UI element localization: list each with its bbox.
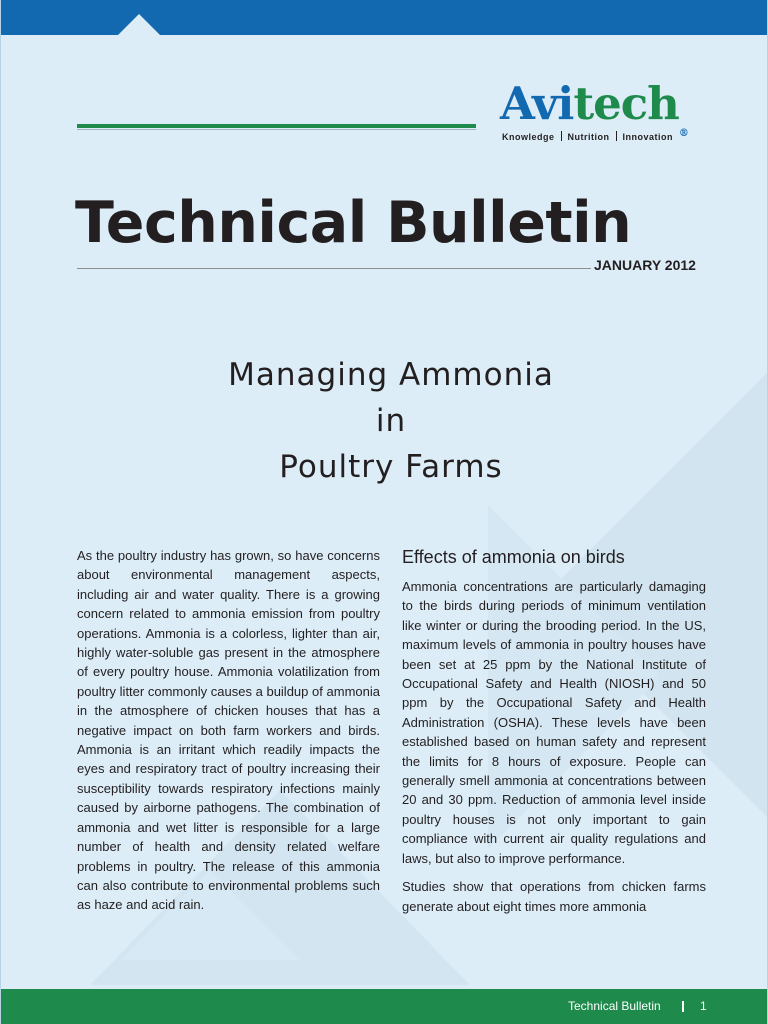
bulletin-date: JANUARY 2012: [594, 257, 696, 273]
top-banner-notch: [118, 14, 160, 35]
title-underline: [77, 268, 591, 269]
header-rule-shadow: [77, 129, 476, 130]
registered-mark: ®: [678, 128, 688, 139]
section-heading: Effects of ammonia on birds: [402, 547, 625, 567]
logo-tech: tech: [573, 77, 679, 130]
avitech-logo: [500, 78, 706, 142]
effects-paragraph-1: Ammonia concentrations are particularly damaging to the birds during periods of minimum ventilation like winter or during the brooding period. In the US, maximum levels of ammonia in poultry houses have been set at 25 ppm by the National Institute of Occupational Safety and Health (NIOSH) and 50 ppm by the Occupational Safety and Health Administration (OSHA). These levels have been established based on human safety and represent the limits for 8 hours of exposure. People can generally smell ammonia at concentrations between 20 and 30 ppm. Reduction of ammonia level inside poultry houses is not only important to gain compliance with current air quality regulations and laws, but also to improve performance.: [402, 579, 706, 866]
tagline-knowledge: Knowledge: [502, 132, 555, 142]
intro-paragraph: As the poultry industry has grown, so have concerns about environmental management aspects, including air and water quality. There is a growing concern related to ammonia emission from poultry operations. Ammonia is a colorless, lighter than air, highly water-soluble gas present in the atmosphere of every poultry house. Ammonia volatilization from poultry litter commonly causes a buildup of ammonia in the atmosphere of chicken houses that has a negative impact on both farm workers and birds. Ammonia is an irritant which readily impacts the eyes and respiratory tract of poultry increasing their susceptibility towards respiratory infections mainly caused by airborne pathogens. The combination of ammonia and wet litter is responsible for a large number of health and density related welfare problems in poultry. The release of this ammonia can also contribute to environmental problems such as haze and acid rain.: [77, 548, 380, 913]
footer-bar: [0, 989, 768, 1024]
article-title: [184, 352, 598, 490]
article-title-line-1: Managing Ammonia: [228, 357, 554, 393]
logo-avi: Avi: [500, 77, 574, 130]
tagline-nutrition: Nutrition: [567, 132, 610, 142]
article-title-line-3: Poultry Farms: [279, 449, 503, 485]
article-title-line-2: in: [375, 403, 407, 439]
top-banner: [0, 0, 768, 35]
footer-label: Technical Bulletin: [568, 999, 661, 1013]
effects-paragraph-2: Studies show that operations from chicken farms generate about eight times more ammonia: [402, 879, 706, 914]
page-number: 1: [700, 999, 707, 1013]
footer-separator: [682, 1001, 684, 1012]
tagline-innovation: Innovation: [622, 132, 674, 142]
logo-tagline: [500, 131, 706, 142]
bulletin-title: Technical Bulletin: [75, 190, 632, 256]
effects-section: [402, 543, 706, 916]
header-green-rule: [77, 124, 476, 128]
